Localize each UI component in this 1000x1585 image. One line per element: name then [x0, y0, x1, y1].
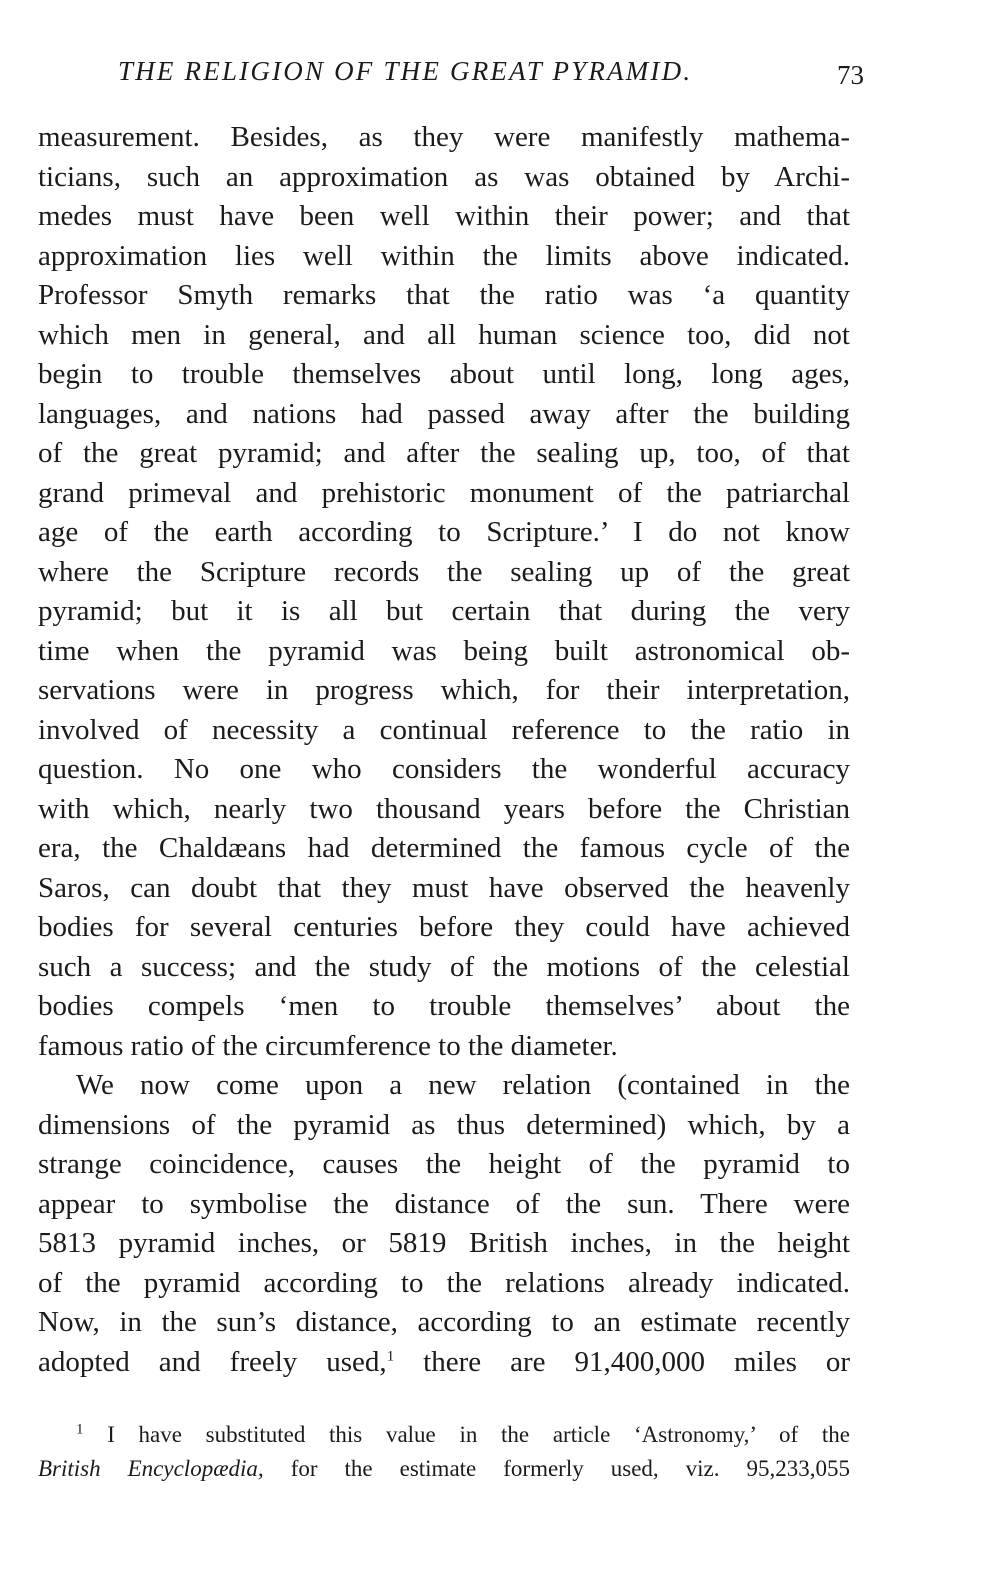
text-line: ticians, such an approximation as was obtained by Archi-: [38, 160, 850, 193]
text-line: Saros, can doubt that they must have observed the heavenly: [38, 871, 850, 904]
footnote: [38, 1418, 850, 1508]
footnote-text: I have substituted this value in the article ‘Astronomy,’ of the: [83, 1422, 850, 1447]
body-text: [38, 118, 850, 1408]
text-line: appear to symbolise the distance of the sun. There were: [38, 1187, 850, 1220]
text-line: approximation lies well within the limits above indicated.: [38, 239, 850, 272]
text-segment: adopted and freely used,: [38, 1345, 387, 1378]
text-line: 5813 pyramid inches, or 5819 British inches, in the height: [38, 1227, 850, 1259]
text-line: of the great pyramid; and after the sealing up, too, of that: [38, 437, 850, 469]
text-line: bodies for several centuries before they could have achieved: [38, 911, 850, 943]
text-line-with-footnote-ref: [38, 1343, 850, 1383]
text-line: strange coincidence, causes the height of the pyramid to: [38, 1148, 850, 1180]
running-title: THE RELIGION OF THE GREAT PYRAMID.: [118, 56, 693, 86]
text-line: involved of necessity a continual reference to the ratio in: [38, 713, 850, 746]
text-line: languages, and nations had passed away after the building: [38, 397, 850, 430]
text-line: Professor Smyth remarks that the ratio was ‘a quantity: [38, 279, 850, 311]
text-line: measurement. Besides, as they were manifestly mathema-: [38, 121, 850, 153]
running-head: [118, 52, 864, 92]
footnote-mark: 1: [76, 1421, 84, 1438]
text-line: question. No one who considers the wonderful accuracy: [38, 753, 850, 785]
footnote-reference: 1: [386, 1347, 395, 1364]
text-line: age of the earth according to Scripture.’ I do not know: [38, 516, 850, 548]
text-line: time when the pyramid was being built astronomical ob-: [38, 634, 850, 667]
text-line: bodies compels ‘men to trouble themselves’ about the: [38, 990, 850, 1022]
footnote-line: [38, 1452, 850, 1486]
text-line: such a success; and the study of the motions of the celestial: [38, 950, 850, 983]
text-line: famous ratio of the circumference to the diameter.: [38, 1029, 618, 1062]
footnote-citation-title: British Encyclopædia,: [38, 1456, 264, 1481]
text-line: servations were in progress which, for their interpretation,: [38, 674, 850, 706]
footnote-line: [38, 1418, 850, 1452]
text-line: begin to trouble themselves about until long, long ages,: [38, 358, 850, 390]
text-line: pyramid; but it is all but certain that during the very: [38, 595, 850, 627]
page-number: 73: [837, 60, 864, 90]
text-line: with which, nearly two thousand years before the Christian: [38, 792, 850, 825]
text-line: We now come upon a new relation (contained in the: [76, 1069, 850, 1101]
text-line: dimensions of the pyramid as thus determined) which, by a: [38, 1108, 850, 1141]
text-line: where the Scripture records the sealing up of the great: [38, 555, 850, 588]
text-line: of the pyramid according to the relations already indicated.: [38, 1266, 850, 1299]
text-segment: there are 91,400,000 miles or: [394, 1345, 851, 1378]
text-line: Now, in the sun’s distance, according to an estimate recently: [38, 1306, 850, 1338]
text-line: medes must have been well within their power; and that: [38, 200, 850, 232]
footnote-text: for the estimate formerly used, viz. 95,233,055: [263, 1456, 851, 1481]
text-line: which men in general, and all human science too, did not: [38, 318, 850, 351]
text-line: era, the Chaldæans had determined the famous cycle of the: [38, 832, 850, 864]
text-line: grand primeval and prehistoric monument of the patriarchal: [38, 476, 850, 509]
